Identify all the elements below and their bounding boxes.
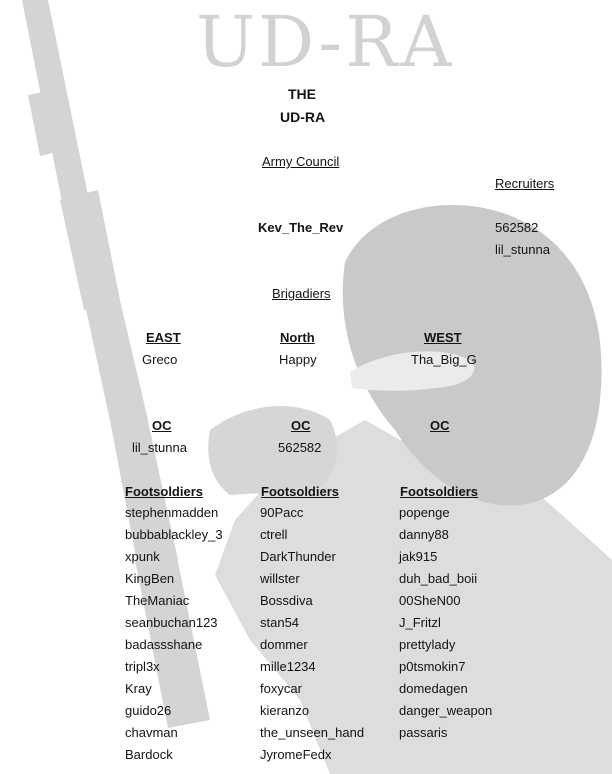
banner-title: UD-RA: [196, 1, 455, 83]
footsoldier-name: chavman: [125, 725, 178, 740]
brigadiers-label: Brigadiers: [272, 286, 331, 301]
footsoldiers-3-label: Footsoldiers: [400, 484, 479, 499]
brigadier-west-name: Tha_Big_G: [411, 352, 477, 367]
footsoldier-name: stephenmadden: [125, 505, 219, 520]
footsoldier-name: danger_weapon: [399, 703, 493, 718]
footsoldier-name: mille1234: [260, 659, 316, 674]
footsoldier-name: jak915: [399, 549, 438, 564]
footsoldier-name: JyromeFedx: [260, 747, 332, 762]
footsoldier-name: passaris: [399, 725, 448, 740]
brigadier-north-label: North: [280, 330, 315, 345]
footsoldier-name: tripl3x: [125, 659, 160, 674]
footsoldier-name: bubbablackley_3: [125, 527, 223, 542]
footsoldier-name: seanbuchan123: [125, 615, 218, 630]
footsoldier-name: the_unseen_hand: [260, 725, 365, 740]
footsoldiers-1-list: [125, 502, 223, 766]
footsoldier-name: TheManiac: [125, 593, 190, 608]
footsoldier-name: Bardock: [125, 747, 173, 762]
footsoldier-name: DarkThunder: [260, 549, 336, 564]
footsoldier-name: Bossdiva: [260, 593, 313, 608]
footsoldier-name: willster: [260, 571, 300, 586]
army-council-label: Army Council: [262, 154, 340, 169]
recruiter-1: 562582: [495, 220, 539, 235]
title-line-2: UD-RA: [280, 109, 326, 125]
footsoldier-name: prettylady: [399, 637, 456, 652]
footsoldier-name: KingBen: [125, 571, 175, 586]
oc-3-label: OC: [430, 418, 450, 433]
oc-1-label: OC: [152, 418, 172, 433]
footsoldier-name: J_Fritzl: [399, 615, 441, 630]
footsoldier-name: badassshane: [125, 637, 203, 652]
title-line-1: THE: [288, 86, 316, 102]
footsoldiers-2-label: Footsoldiers: [261, 484, 340, 499]
army-council-member: Kev_The_Rev: [258, 220, 344, 235]
footsoldier-name: stan54: [260, 615, 300, 630]
footsoldier-name: p0tsmokin7: [399, 659, 466, 674]
footsoldiers-1-label: Footsoldiers: [125, 484, 204, 499]
footsoldier-name: dommer: [260, 637, 308, 652]
footsoldiers-3-list: [399, 502, 492, 744]
brigadier-east-label: EAST: [146, 330, 181, 345]
footsoldier-name: xpunk: [125, 549, 160, 564]
footsoldier-name: 00SheN00: [399, 593, 461, 608]
footsoldier-name: 90Pacc: [260, 505, 304, 520]
recruiters-label: Recruiters: [495, 176, 555, 191]
oc-2-label: OC: [291, 418, 311, 433]
footsoldier-name: domedagen: [399, 681, 468, 696]
brigadier-west-label: WEST: [424, 330, 462, 345]
recruiter-2: lil_stunna: [495, 242, 550, 257]
oc-2-name: 562582: [278, 440, 322, 455]
brigadier-north-name: Happy: [279, 352, 317, 367]
footsoldier-name: kieranzo: [260, 703, 310, 718]
footsoldier-name: danny88: [399, 527, 449, 542]
brigadier-east-name: Greco: [142, 352, 178, 367]
footsoldier-name: Kray: [125, 681, 152, 696]
footsoldier-name: foxycar: [260, 681, 302, 696]
footsoldiers-2-list: [260, 502, 364, 766]
footsoldier-name: duh_bad_boii: [399, 571, 478, 586]
oc-1-name: lil_stunna: [132, 440, 187, 455]
footsoldier-name: guido26: [125, 703, 172, 718]
footsoldier-name: ctrell: [260, 527, 288, 542]
footsoldier-name: popenge: [399, 505, 450, 520]
